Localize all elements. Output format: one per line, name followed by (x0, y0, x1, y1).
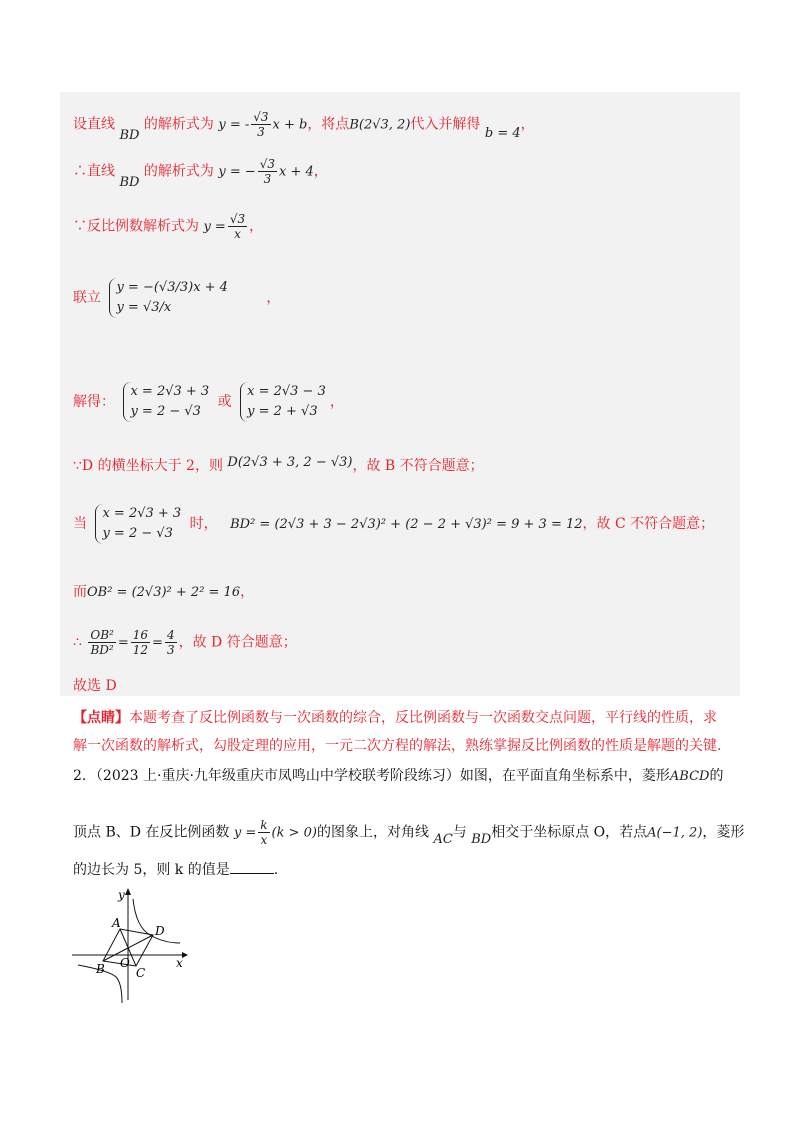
solution-line-4: 联立 y = −(√3/3)x + 4 y = √3/x ， (73, 278, 280, 318)
answer-choice: 故选 D (73, 678, 117, 694)
question-line-1: 2．（2023 上·重庆·九年级重庆市凤鸣山中学校联考阶段练习）如图，在平面直角坐标系中，菱形ABCD的 (73, 768, 724, 784)
point-b-label: B (96, 962, 105, 976)
solution-line-2: ∴直线 BD 的解析式为 y = − $\frac{√3}{3}$ x + 4， (73, 157, 328, 190)
question-line-3: 的边长为 5，则 k 的值是 . (73, 862, 279, 878)
origin-label: O (120, 956, 130, 970)
point-a-label: A (112, 916, 121, 930)
axis-y-label: y (118, 888, 125, 902)
solution-line-1: 设直线 BD 的解析式为 y = - $\frac{√3}{3}$ x + b，将点B(2√3, 2)代入并解得 b = 4， (73, 110, 535, 143)
solution-line-5: 解得： x = 2√3 + 3 y = 2 − √3 或 x = 2√3 − 3 y = 2 + √3 ， (73, 382, 344, 422)
solution-line-9: ∴ $\frac{\text{OB²}}{\text{BD²}}$ = $\frac{16}{12}$ = $\frac{4}{3}$ ，故 D 符合题意； (73, 628, 297, 657)
condition-system: x = 2√3 + 3 y = 2 − √3 (95, 504, 181, 544)
solution-line-8: 而OB² = (2√3)² + 2² = 16， (73, 584, 255, 600)
question-line-2: 顶点 B、D 在反比例函数 y = $\frac{k}{x}$ (k > 0)的图象上，对角线 AC与 BD相交于坐标原点 O，若点A(−1, 2)，菱形 (73, 818, 745, 847)
equation-system-1: y = −(√3/3)x + 4 y = √3/x (109, 278, 228, 318)
solution-line-3: ∵反比例数解析式为 y = $\frac{√3}{x}$ ， (73, 212, 264, 241)
solution-set-2: x = 2√3 − 3 y = 2 + √3 (240, 382, 326, 422)
axis-x-label: x (176, 956, 183, 970)
solution-line-7: 当 x = 2√3 + 3 y = 2 − √3 时， BD² = (2√3 + 3 − 2√3)² + (2 − 2 + √3)² = 9 + 3 = 12，故 C 不符合题意； (73, 504, 714, 544)
point-c-label: C (136, 966, 146, 980)
answer-blank[interactable] (230, 861, 274, 874)
solution-line-6: ∵D 的横坐标大于 2，则 D(2√3 + 3, 2 − √3)，故 B 不符合题意； (73, 455, 484, 474)
comment-line-2: 解一次函数的解析式，勾股定理的应用，一元二次方程的解法，熟练掌握反比例函数的性质是解题的关键. (73, 738, 722, 754)
solution-set-1: x = 2√3 + 3 y = 2 − √3 (123, 382, 209, 422)
rhombus-figure (70, 885, 190, 1005)
comment-line-1: 【点睛】本题考查了反比例函数与一次函数的综合，反比例函数与一次函数交点问题，平行线的性质，求 (73, 710, 717, 726)
point-d-label: D (155, 924, 165, 938)
